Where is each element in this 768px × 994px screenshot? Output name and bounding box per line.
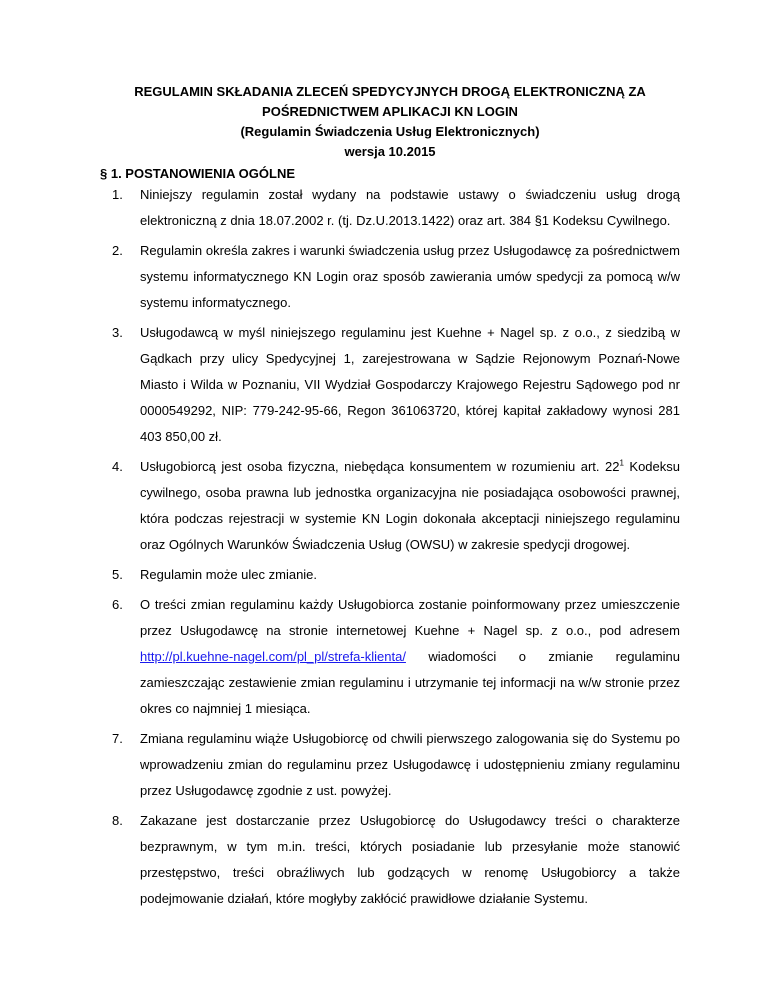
list-item bbox=[100, 182, 680, 234]
title-line-2: POŚREDNICTWEM APLIKACJI KN LOGIN bbox=[262, 104, 518, 119]
title-line-1: REGULAMIN SKŁADANIA ZLECEŃ SPEDYCYJNYCH DROGĄ ELEKTRONICZNĄ ZA bbox=[134, 84, 646, 99]
item-text: Regulamin określa zakres i warunki świadczenia usług przez Usługodawcę za pośrednictwem systemu informatycznego KN Login oraz sposób zawierania umów spedycji za pomocą w/w systemu informatycznego. bbox=[140, 243, 680, 310]
item-text-before-footnote: Usługobiorcą jest osoba fizyczna, niebędąca konsumentem w rozumieniu art. 22 bbox=[140, 459, 620, 474]
list-item bbox=[100, 320, 680, 450]
item-text: Regulamin może ulec zmianie. bbox=[140, 567, 318, 582]
item-number: 4. bbox=[112, 459, 123, 474]
item-text: Usługodawcą w myśl niniejszego regulaminu jest Kuehne + Nagel sp. z o.o., z siedzibą w Gądkach przy ulicy Spedycyjnej 1, zarejestrowana w Sądzie Rejonowym Poznań-Nowe Miasto i Wilda w Poznaniu, VII Wydział Gospodarczy Krajowego Rejestru Sądowego pod nr 0000549292, NIP: 779-242-95-66, Regon 361063720, której kapitał zakładowy wynosi 281 403 850,00 zł. bbox=[140, 325, 680, 444]
title-version: wersja 10.2015 bbox=[344, 144, 436, 159]
list-item bbox=[100, 562, 680, 588]
section-heading: § 1. POSTANOWIENIA OGÓLNE bbox=[100, 166, 296, 181]
title-line-3: (Regulamin Świadczenia Usług Elektronicznych) bbox=[240, 124, 540, 139]
list-item bbox=[100, 808, 680, 912]
item-text: Zakazane jest dostarczanie przez Usługobiorcę do Usługodawcy treści o charakterze bezprawnym, w tym m.in. treści, których posiadanie lub przesyłanie może stanowić przestępstwo, treści obraźliwych lub godzących w renomę Usługobiorcy a także podejmowanie działań, które mogłyby zakłócić prawidłowe działanie Systemu. bbox=[140, 813, 680, 906]
item-text: Zmiana regulaminu wiąże Usługobiorcę od chwili pierwszego zalogowania się do Systemu po wprowadzeniu zmian do regulaminu przez Usługodawcę i udostępnieniu zmiany regulaminu przez Usługodawcę zgodnie z ust. powyżej. bbox=[140, 731, 680, 798]
item-number: 5. bbox=[112, 567, 123, 582]
item-number: 8. bbox=[112, 813, 123, 828]
item-number: 6. bbox=[112, 597, 123, 612]
document-title bbox=[100, 82, 680, 162]
item-number: 1. bbox=[112, 187, 123, 202]
item-text: Niniejszy regulamin został wydany na podstawie ustawy o świadczeniu usług drogą elektroniczną z dnia 18.07.2002 r. (tj. Dz.U.2013.1422) oraz art. 384 §1 Kodeksu Cywilnego. bbox=[140, 187, 680, 228]
list-item bbox=[100, 726, 680, 804]
item-text-after-link: wiadomości o zmianie regulaminu zamieszczając zestawienie zmian regulaminu i utrzymanie tej informacji na w/w stronie przez okres co najmniej 1 miesiąca. bbox=[140, 649, 680, 716]
list-item bbox=[100, 238, 680, 316]
footnote-superscript: 1 bbox=[619, 458, 624, 468]
item-text-after-footnote: Kodeksu cywilnego, osoba prawna lub jednostka organizacyjna nie posiadająca osobowości prawnej, która podczas rejestracji w systemie KN Login dokonała akceptacji niniejszego regulaminu oraz Ogólnych Warunków Świadczenia Usług (OWSU) w zakresie spedycji drogowej. bbox=[140, 459, 680, 552]
item-number: 7. bbox=[112, 731, 123, 746]
item-number: 2. bbox=[112, 243, 123, 258]
provisions-list bbox=[100, 182, 680, 916]
item-number: 3. bbox=[112, 325, 123, 340]
list-item bbox=[100, 592, 680, 722]
item-text-before-link: O treści zmian regulaminu każdy Usługobiorca zostanie poinformowany przez umieszczenie przez Usługodawcę na stronie internetowej Kuehne + Nagel sp. z o.o., pod adresem bbox=[140, 597, 680, 638]
customer-zone-link[interactable]: http://pl.kuehne-nagel.com/pl_pl/strefa-klienta/ bbox=[140, 649, 406, 664]
list-item bbox=[100, 454, 680, 558]
